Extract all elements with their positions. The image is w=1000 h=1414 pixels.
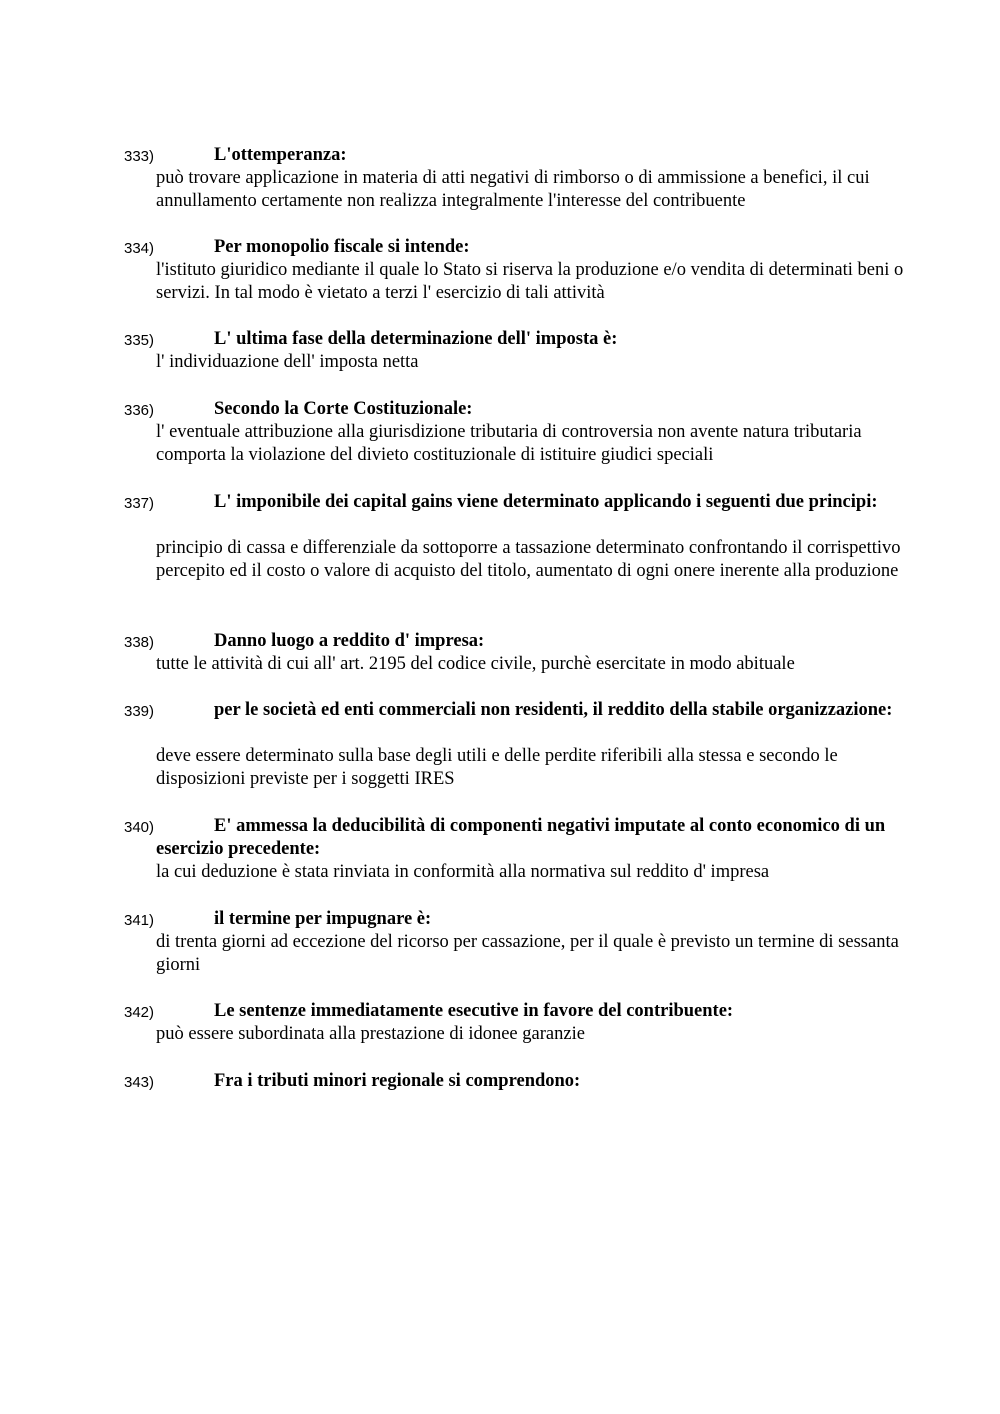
question-number: 336) [124,402,155,419]
answer-text: può trovare applicazione in materia di atti negativi di rimborso o di ammissione a benefici, il cui annullamento certamente non realizza integralmente l'interesse del contribuente [156,168,870,211]
question-number: 333) [124,148,155,165]
question-text: per le società ed enti commerciali non residenti, il reddito della stabile organizzazione: [214,700,893,720]
question-number: 334) [124,240,155,257]
question-text: il termine per impugnare è: [214,909,432,929]
answer-text: l' individuazione dell' imposta netta [156,352,419,372]
question-text: E' ammessa la deducibilità di componenti negativi imputate al conto economico di un esercizio precedente: [156,816,886,859]
question-text: L' ultima fase della determinazione dell' imposta è: [214,329,618,349]
question-number: 335) [124,332,155,349]
question-text: Secondo la Corte Costituzionale: [214,399,473,419]
answer-text: deve essere determinato sulla base degli utili e delle perdite riferibili alla stessa e secondo le disposizioni previste per i soggetti IRES [156,746,838,789]
question-text: L'ottemperanza: [214,145,347,165]
answer-text: principio di cassa e differenziale da sottoporre a tassazione determinato confrontando il corrispettivo percepito ed il costo o valore di acquisto del titolo, aumentato di ogni onere inerente alla produzione [156,538,901,581]
question-number: 339) [124,703,155,720]
question-number: 340) [124,819,155,836]
answer-text: tutte le attività di cui all' art. 2195 del codice civile, purchè esercitate in modo abituale [156,654,795,674]
question-number: 341) [124,912,155,929]
question-text: L' imponibile dei capital gains viene determinato applicando i seguenti due principi: [214,492,878,512]
answer-text: la cui deduzione è stata rinviata in conformità alla normativa sul reddito d' impresa [156,862,770,882]
question-number: 343) [124,1074,155,1091]
question-text: Le sentenze immediatamente esecutive in favore del contribuente: [214,1001,734,1021]
question-text: Fra i tributi minori regionale si comprendono: [214,1071,581,1091]
question-text: Danno luogo a reddito d' impresa: [214,631,485,651]
answer-text: l'istituto giuridico mediante il quale lo Stato si riserva la produzione e/o vendita di determinati beni o servizi. In tal modo è vietato a terzi l' esercizio di tali attività [156,260,904,303]
question-number: 342) [124,1004,155,1021]
answer-text: può essere subordinata alla prestazione di idonee garanzie [156,1024,585,1044]
answer-text: l' eventuale attribuzione alla giurisdizione tributaria di controversia non avente natura tributaria comporta la violazione del divieto costituzionale di istituire giudici speciali [156,422,862,465]
answer-text: di trenta giorni ad eccezione del ricorso per cassazione, per il quale è previsto un termine di sessanta giorni [156,932,899,975]
question-number: 337) [124,495,155,512]
question-number: 338) [124,634,155,651]
question-text: Per monopolio fiscale si intende: [214,237,470,257]
